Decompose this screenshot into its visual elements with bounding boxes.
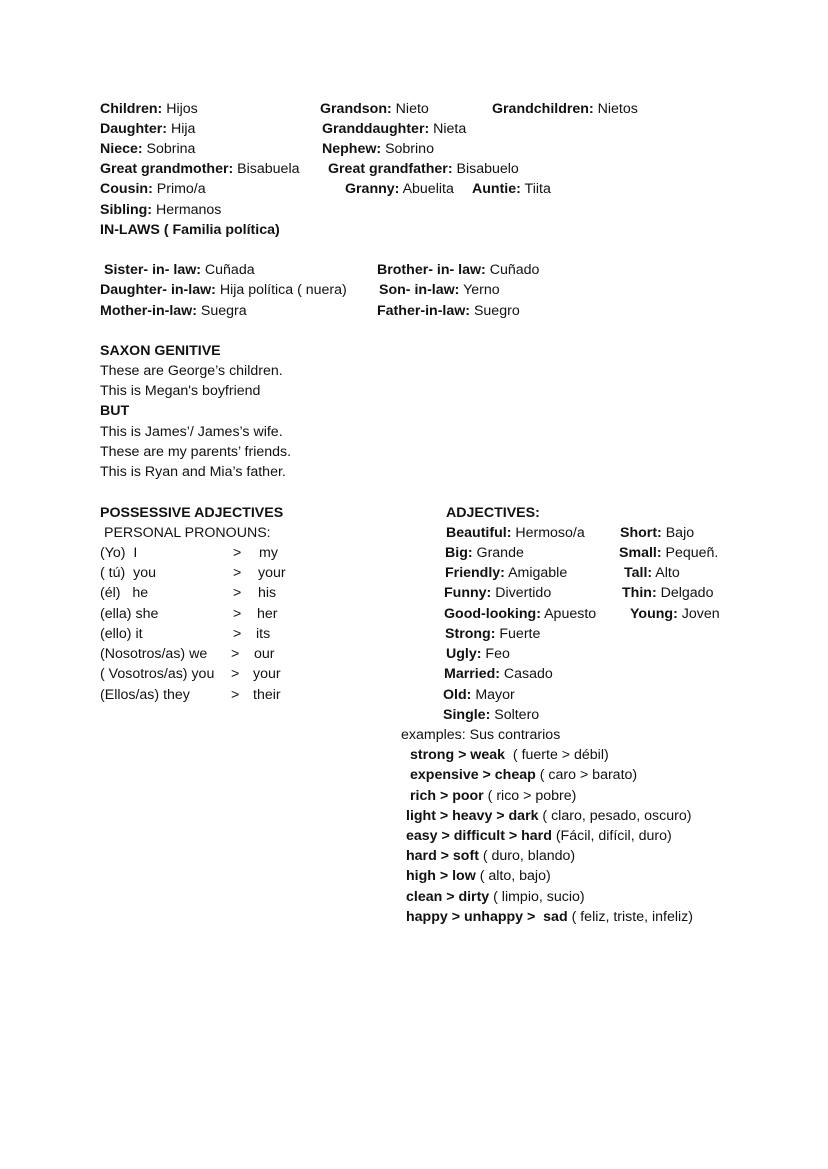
possessive-adjective: my [259,545,278,561]
term: Daughter: [100,121,167,137]
vocab-sibling [100,202,221,219]
opposite-example [406,848,575,865]
translation: (Fácil, difícil, duro) [551,828,672,844]
arrow: > [231,687,240,703]
translation: ( caro > barato) [535,767,638,783]
term: Father-in-law: [377,303,471,319]
term: Tall: [624,565,653,581]
translation: Alto [652,565,680,581]
term: Daughter- in-law: [100,282,216,298]
term: Son- in-law: [379,282,460,298]
adjective-item [445,626,540,643]
adjectives-heading: ADJECTIVES: [446,505,540,521]
translation: Hija [167,121,196,137]
translation: Tiita [520,181,551,197]
term: happy > unhappy > sad [406,909,568,925]
term: Great grandfather: [328,161,453,177]
translation: ( duro, blando) [478,848,576,864]
term: Grandchildren: [492,101,594,117]
term: Brother- in- law: [377,262,486,278]
vocab-granddaughter [322,121,466,138]
term: Single: [443,707,491,723]
translation: Amigable [504,565,568,581]
inlaws-heading: IN-LAWS ( Familia política) [100,222,280,238]
possessive-adjective: their [253,687,281,703]
adjective-item [443,707,539,724]
term: Great grandmother: [100,161,234,177]
opposite-example [406,808,691,825]
saxon-example: These are George’s children. [100,363,283,379]
term: Niece: [100,141,143,157]
term: Young: [630,606,678,622]
term: Good-looking: [444,606,541,622]
adjective-item [445,565,567,582]
vocab-great-grandfather [328,161,519,178]
arrow: > [233,565,242,581]
adjective-item [443,687,515,704]
term: Auntie: [472,181,521,197]
term: hard > soft [406,848,479,864]
translation: ( limpio, sucio) [489,889,585,905]
translation: Delgado [656,585,714,601]
vocab-auntie [472,181,551,198]
term: Married: [444,666,500,682]
translation: Cuñada [200,262,255,278]
translation: Bisabuela [233,161,300,177]
term: Beautiful: [446,525,512,541]
translation: Sobrino [381,141,434,157]
possessive-adjective: our [254,646,275,662]
vocab-father-in-law [377,303,520,320]
term: Sibling: [100,202,153,218]
pronoun: (él) he [100,585,149,601]
translation: Casado [499,666,553,682]
term: high > low [406,868,476,884]
translation: Soltero [490,707,540,723]
opposite-example [410,747,609,764]
vocab-great-grandmother [100,161,300,178]
term: rich > poor [410,788,484,804]
adjective-item [445,545,524,562]
translation: Mayor [471,687,515,703]
vocab-nephew [322,141,434,158]
arrow: > [233,585,242,601]
translation: ( claro, pesado, oscuro) [538,808,692,824]
translation: Nieto [391,101,429,117]
translation: Divertido [491,585,552,601]
vocab-children [100,101,198,118]
opposite-example [410,767,637,784]
opposite-example [410,788,576,805]
examples-label: examples: Sus contrarios [401,727,561,743]
term: strong > weak [410,747,506,763]
vocab-daughter [100,121,195,138]
saxon-example: This is Megan's boyfriend [100,383,261,399]
adjective-item [446,646,510,663]
translation: Grande [472,545,524,561]
term: clean > dirty [406,889,490,905]
adjective-item [444,666,553,683]
saxon-heading: SAXON GENITIVE [100,343,221,359]
translation: Nietos [593,101,638,117]
adjective-item [620,525,694,542]
adjective-item [619,545,718,562]
translation: Apuesto [540,606,597,622]
arrow: > [231,646,240,662]
possessive-adjective: her [257,606,278,622]
opposite-example [406,828,672,845]
vocab-cousin [100,181,206,198]
term: Friendly: [445,565,505,581]
opposite-example [406,889,585,906]
translation: Hermanos [152,202,222,218]
pronoun: ( Vosotros/as) you [100,666,215,682]
translation: Nieta [429,121,467,137]
translation: ( fuerte > débil) [505,747,609,763]
term: Nephew: [322,141,382,157]
term: Children: [100,101,163,117]
translation: Bajo [661,525,695,541]
adjective-item [444,585,551,602]
translation: Feo [481,646,510,662]
opposite-example [406,868,551,885]
vocab-son-in-law [379,282,500,299]
vocab-niece [100,141,195,158]
translation: Hija política ( nuera) [215,282,347,298]
adjective-item [444,606,596,623]
pronoun: (Yo) I [100,545,138,561]
term: Small: [619,545,662,561]
adjective-item [624,565,680,582]
pronoun: (ella) she [100,606,159,622]
translation: Hijos [162,101,198,117]
term: Cousin: [100,181,153,197]
saxon-but: BUT [100,403,130,419]
possessive-adjective: your [253,666,281,682]
translation: Bisabuelo [452,161,519,177]
pronoun: ( tú) you [100,565,156,581]
term: Big: [445,545,473,561]
translation: Cuñado [485,262,540,278]
translation: Yerno [459,282,500,298]
arrow: > [233,606,242,622]
term: Old: [443,687,472,703]
pronoun: (Ellos/as) they [100,687,190,703]
term: Funny: [444,585,492,601]
term: Short: [620,525,662,541]
translation: Fuerte [495,626,541,642]
translation: Abuelita [399,181,454,197]
vocab-sister-in-law [104,262,255,279]
vocab-granny [345,181,454,198]
saxon-example: This is Ryan and Mia’s father. [100,464,286,480]
adjective-item [630,606,720,623]
term: Strong: [445,626,496,642]
translation: ( feliz, triste, infeliz) [567,909,693,925]
term: light > heavy > dark [406,808,539,824]
translation: Suegra [196,303,247,319]
pronoun: (Nosotros/as) we [100,646,208,662]
term: Sister- in- law: [104,262,201,278]
term: Granddaughter: [322,121,430,137]
term: Grandson: [320,101,392,117]
possessive-adjective: your [258,565,286,581]
term: expensive > cheap [410,767,536,783]
term: Granny: [345,181,400,197]
vocab-grandson [320,101,429,118]
possessive-adjective: its [256,626,271,642]
adjective-item [446,525,585,542]
term: Ugly: [446,646,482,662]
translation: Pequeñ. [661,545,719,561]
term: Mother-in-law: [100,303,197,319]
possessive-adjective: his [258,585,277,601]
translation: Sobrina [142,141,196,157]
term: Thin: [622,585,657,601]
vocab-grandchildren [492,101,638,118]
arrow: > [233,626,242,642]
pronouns-subheading: PERSONAL PRONOUNS: [104,525,271,541]
translation: Hermoso/a [511,525,585,541]
term: easy > difficult > hard [406,828,552,844]
translation: Joven [677,606,720,622]
translation: Suegro [470,303,520,319]
adjective-item [622,585,713,602]
translation: ( alto, bajo) [475,868,551,884]
saxon-example: This is James’/ James’s wife. [100,424,283,440]
translation: Primo/a [152,181,206,197]
vocab-brother-in-law [377,262,539,279]
opposite-example [406,909,693,926]
vocab-mother-in-law [100,303,247,320]
saxon-example: These are my parents’ friends. [100,444,292,460]
translation: ( rico > pobre) [483,788,577,804]
arrow: > [233,545,242,561]
pronoun: (ello) it [100,626,143,642]
possessive-heading: POSSESSIVE ADJECTIVES [100,505,284,521]
arrow: > [231,666,240,682]
vocab-daughter-in-law [100,282,347,299]
